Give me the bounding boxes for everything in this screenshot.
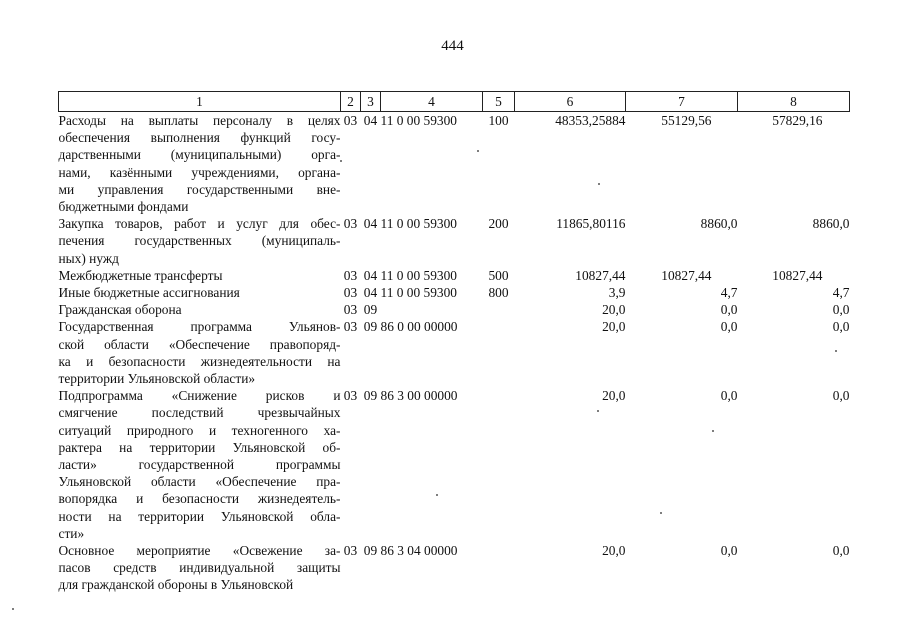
row-amount-year-3: 0,0 [832,302,850,318]
row-name-line: ности на территории Ульяновской обла- [58,508,341,524]
budget-table [58,91,850,594]
row-name-line: Ульяновской области «Обеспечение пра- [58,474,341,490]
row-section: 03 [343,267,358,283]
row-name [59,284,341,301]
table-row [59,542,850,594]
row-subsection: 09 [363,388,378,404]
row-amount-year-3: 0,0 [832,319,850,335]
row-target-article: 11 0 00 59300 [380,285,457,301]
row-expense-type [483,301,515,318]
row-expense-type: 200 [488,216,509,232]
column-header-year-3: 8 [738,92,850,112]
table-row [59,387,850,542]
row-target-article: 11 0 00 59300 [380,113,457,128]
row-name-line: Основное мероприятие «Освежение за- [58,543,341,559]
row-name [59,542,341,594]
row-target-article [381,301,483,318]
row-section: 03 [343,319,358,335]
row-section: 03 [343,285,358,301]
row-target-article: 86 3 00 00000 [380,388,458,404]
row-amount-year-2: 55129,56 [661,113,712,128]
table-row [59,112,850,216]
row-name-line: Межбюджетные трансферты [58,267,223,283]
row-expense-type: 800 [488,285,509,301]
row-amount-year-3: 0,0 [832,388,850,404]
table-row [59,301,850,318]
row-subsection: 04 [363,216,378,232]
row-name-line: бюджетными фондами [58,199,189,215]
row-name [59,387,341,542]
row-expense-type [483,387,515,542]
row-target-article: 11 0 00 59300 [380,267,457,283]
row-subsection: 09 [363,543,378,559]
row-name [59,301,341,318]
page-number: 444 [441,38,464,54]
row-name-line: ми управления государственными вне- [58,181,341,197]
row-amount-year-2: 8860,0 [700,216,738,232]
row-section: 03 [343,543,358,559]
row-target-article: 86 0 00 00000 [380,319,458,335]
row-target-article: 86 3 04 00000 [380,543,458,559]
row-amount-year-1: 3,9 [608,285,626,301]
row-expense-type [483,542,515,594]
row-amount-year-2: 4,7 [720,285,738,301]
column-header-target-article: 4 [381,92,483,112]
table-row [59,284,850,301]
row-name-line: Иные бюджетные ассигнования [58,285,240,301]
row-name-line: для гражданской обороны в Ульяновской [58,577,294,593]
row-name-line: Закупка товаров, работ и услуг для обес- [58,216,341,232]
table-header [59,92,850,112]
row-name-line: территории Ульяновской области» [58,371,256,387]
column-header-subsection: 3 [361,92,381,112]
row-name [59,267,341,284]
row-name-line: ных) нужд [58,250,119,266]
table-row [59,267,850,284]
row-name-line: вопорядка и безопасности жизнедеятель- [58,491,341,507]
row-amount-year-1: 48353,25884 [555,113,626,128]
row-name-line: печения государственных (муниципаль- [58,233,341,249]
row-name-line: пасов средств индивидуальной защиты [58,560,341,576]
row-amount-year-1: 20,0 [602,302,626,318]
row-section: 03 [343,388,358,404]
row-amount-year-1: 20,0 [602,388,626,404]
row-name-line: дарственными (муниципальными) орга- [58,147,341,163]
row-section: 03 [343,216,358,232]
row-amount-year-1: 10827,44 [575,267,626,283]
row-name-line: нами, казёнными учреждениями, органа- [58,164,341,180]
header-row [59,92,850,112]
table-row [59,318,850,387]
row-name-line: ситуаций природного и техногенного ха- [58,422,341,438]
row-name [59,215,341,267]
row-expense-type [483,318,515,387]
row-amount-year-1: 20,0 [602,319,626,335]
table-body [59,112,850,594]
row-amount-year-3: 4,7 [832,285,850,301]
row-amount-year-3: 8860,0 [812,216,850,232]
row-section: 03 [343,302,358,318]
row-amount-year-2: 0,0 [720,319,738,335]
row-subsection: 09 [363,302,378,318]
table-row [59,215,850,267]
row-amount-year-3: 0,0 [832,543,850,559]
column-header-expense-type: 5 [483,92,515,112]
row-subsection: 04 [363,267,378,283]
row-name-line: обеспечения выполнения функций госу- [58,130,341,146]
row-name-line: Подпрограмма «Снижение рисков и [58,388,341,404]
row-amount-year-2: 0,0 [720,543,738,559]
row-section: 03 [343,113,358,128]
row-amount-year-2: 0,0 [720,302,738,318]
column-header-section: 2 [341,92,361,112]
row-subsection: 04 [363,285,378,301]
row-name-line: ка и безопасности жизнедеятельности на [58,353,341,369]
row-name-line: ской области «Обеспечение правопоряд- [58,336,341,352]
row-name-line: Гражданская оборона [58,302,182,318]
column-header-year-2: 7 [626,92,738,112]
row-amount-year-3: 57829,16 [772,113,823,128]
row-amount-year-1: 20,0 [602,543,626,559]
row-subsection: 09 [363,319,378,335]
row-amount-year-2: 10827,44 [661,267,712,283]
row-name-line: Государственная программа Ульянов- [58,319,341,335]
row-name-line: рактера на территории Ульяновской об- [58,439,341,455]
column-header-year-1: 6 [515,92,626,112]
row-subsection: 04 [363,113,378,128]
row-name-line: Расходы на выплаты персоналу в целях [58,113,341,128]
row-amount-year-1: 11865,80116 [556,216,626,232]
row-target-article: 11 0 00 59300 [380,216,457,232]
row-name [59,112,341,216]
row-name [59,318,341,387]
row-name-line: сти» [58,525,85,541]
column-header-name: 1 [59,92,341,112]
row-name-line: смягчение последствий чрезвычайных [58,405,341,421]
row-expense-type: 100 [488,113,509,128]
row-amount-year-3: 10827,44 [772,267,823,283]
row-name-line: ласти» государственной программы [58,457,341,473]
row-amount-year-2: 0,0 [720,388,738,404]
row-expense-type: 500 [488,267,509,283]
